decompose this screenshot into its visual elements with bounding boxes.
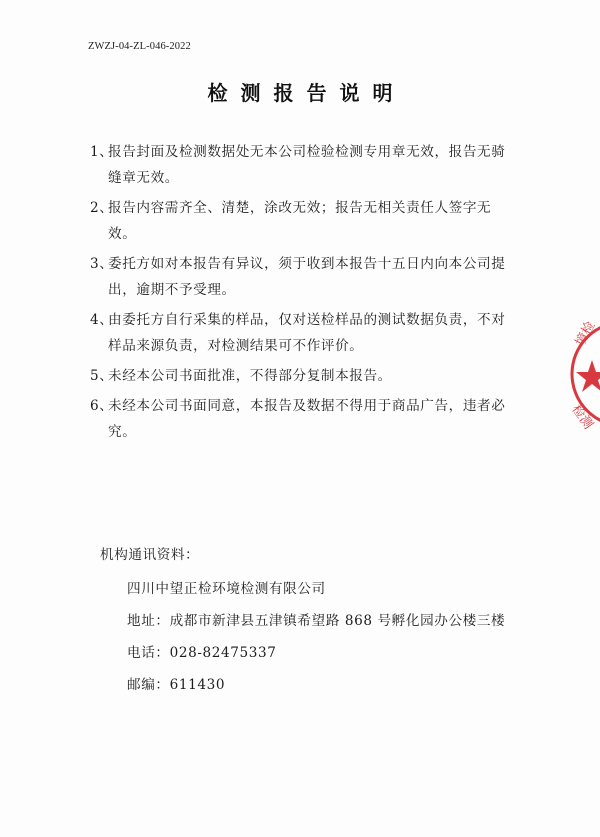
- note-text: 未经本公司书面批准，不得部分复制本报告。: [108, 368, 392, 384]
- seal-text-top: 境检: [573, 319, 599, 350]
- company-name: 四川中望正检环境检测有限公司: [127, 581, 326, 597]
- contact-heading: 机构通讯资料：: [100, 547, 200, 563]
- note-text: 由委托方自行采集的样品，仅对送检样品的测试数据负责，不对样品来源负责，对检测结果可不作评价。: [108, 312, 506, 354]
- note-number: 3、: [90, 256, 114, 272]
- contact-details: [127, 573, 505, 701]
- note-number: 2、: [90, 200, 114, 216]
- note-item: [90, 307, 510, 359]
- seal-stamp: [566, 310, 600, 438]
- note-text: 报告封面及检测数据处无本公司检验检测专用章无效，报告无骑缝章无效。: [108, 144, 506, 186]
- contact-phone: 电话：028-82475337: [127, 645, 277, 661]
- note-text: 报告内容需齐全、清楚，涂改无效；报告无相关责任人签字无效。: [108, 200, 492, 242]
- contact-section: [100, 544, 505, 701]
- notes-list: [90, 139, 510, 449]
- document-code: ZWZJ-04-ZL-046-2022: [88, 41, 191, 52]
- page-title: 检测报告说明: [207, 81, 406, 105]
- note-number: 1、: [90, 144, 114, 160]
- note-item: [90, 393, 510, 445]
- note-number: 5、: [90, 368, 114, 384]
- note-item: [90, 195, 510, 247]
- seal-text-bottom: 检测: [568, 402, 596, 433]
- contact-address: 地址：成都市新津县五津镇希望路 868 号孵化园办公楼三楼: [127, 613, 506, 629]
- note-text: 委托方如对本报告有异议，须于收到本报告十五日内向本公司提出，逾期不予受理。: [108, 256, 506, 298]
- note-number: 4、: [90, 312, 114, 328]
- note-item: [90, 139, 510, 191]
- note-item: [90, 251, 510, 303]
- note-item: [90, 363, 510, 389]
- note-text: 未经本公司书面同意，本报告及数据不得用于商品广告，违者必究。: [108, 398, 506, 440]
- note-number: 6、: [90, 398, 114, 414]
- seal-star-icon: [576, 360, 600, 392]
- contact-postcode: 邮编：611430: [127, 677, 226, 693]
